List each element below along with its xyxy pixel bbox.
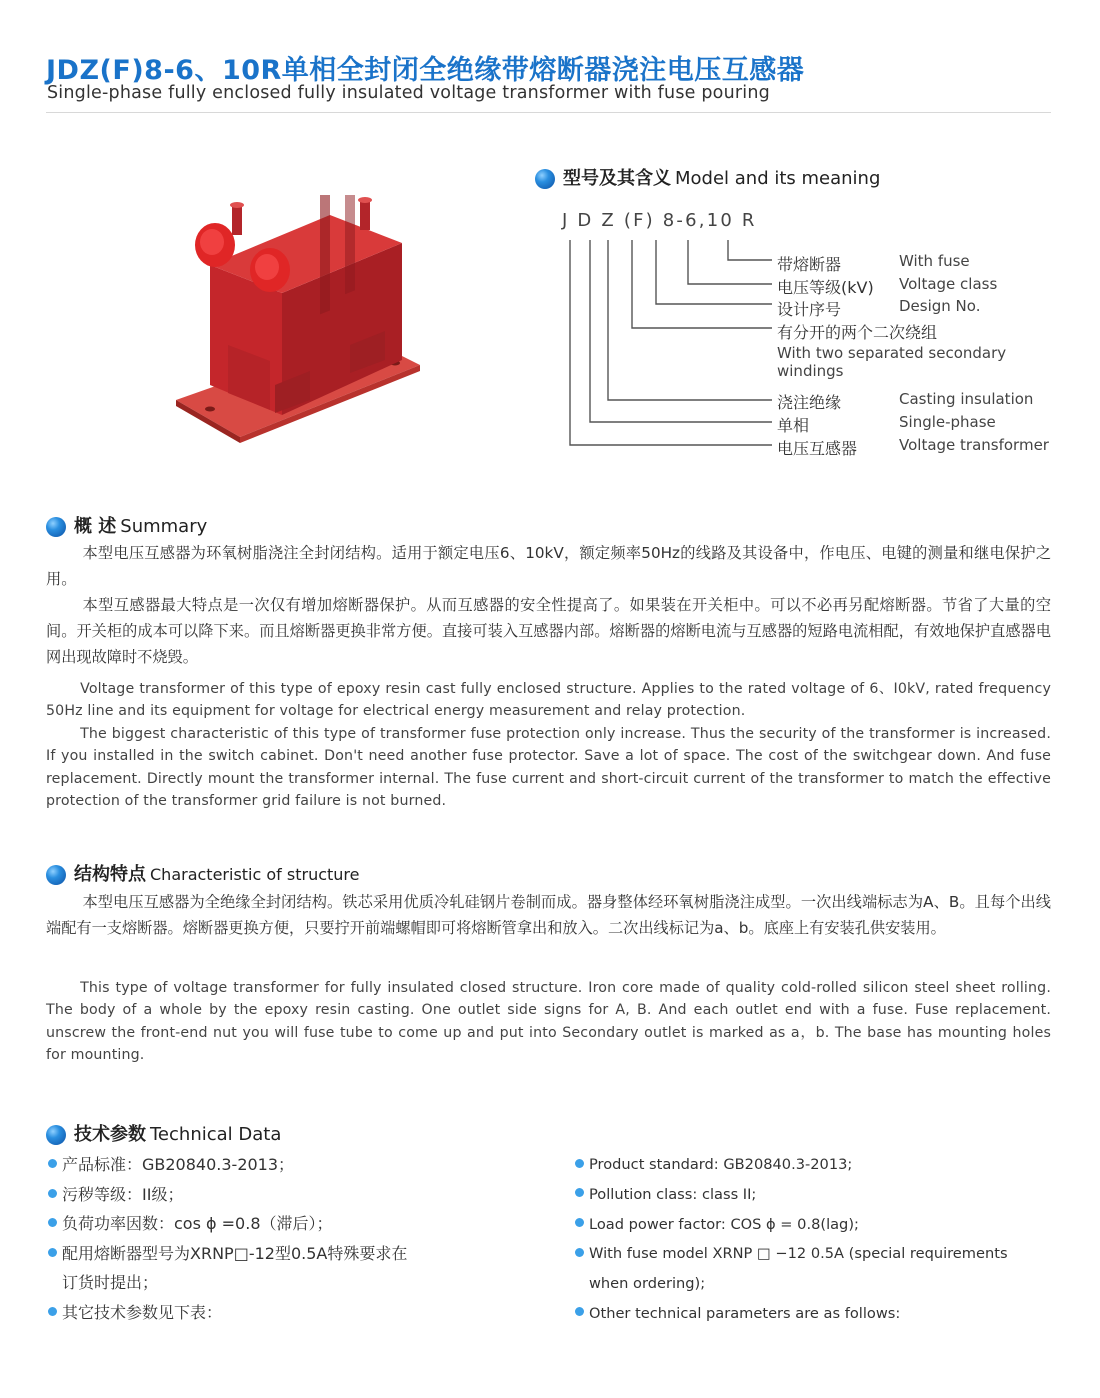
tech-zh-text: 产品标准：GB20840.3-2013； [62,1155,295,1174]
meaning-zh-3: 有分开的两个二次绕组 [777,323,938,342]
bullet-dot-icon [575,1218,584,1227]
list-item [575,1299,1065,1329]
summary-en-paragraph-1: Voltage transformer of this type of epoxy resin cast fully enclosed structure. Applies to the rated voltage of 6、I0kV, rated frequency 50Hz line and its equipment for voltage for electrical energy measurement and relay protection. [46,681,1051,720]
list-item [48,1209,528,1239]
meaning-zh-4: 浇注绝缘 [777,393,842,412]
bullet-dot-icon [48,1218,57,1227]
model-diagram-lines [560,232,780,457]
bullet-dot-icon [575,1307,584,1316]
meaning-en-1: Voltage class [899,275,998,293]
page-subtitle: Single-phase fully enclosed fully insulated voltage transformer with fuse pouring [47,83,770,103]
technical-list-en [575,1150,1065,1329]
list-item [575,1180,1065,1210]
summary-heading [46,512,207,538]
structure-heading-en: Characteristic of structure [150,865,360,884]
bullet-dot-icon [48,1307,57,1316]
list-item [575,1150,1065,1180]
technical-heading-zh: 技术参数 [74,1124,146,1145]
bullet-dot-icon [48,1189,57,1198]
meaning-en-3: With two separated secondary windings [777,344,1007,380]
tech-en-text: Product standard: GB20840.3-2013; [589,1156,853,1173]
bullet-globe-icon [46,865,66,885]
bullet-globe-icon [535,169,555,189]
summary-en-paragraph-2: The biggest characteristic of this type of transformer fuse protection only increase. Thus the security of the transformer is increased. If you installed in the switch cabinet. Don't need another fuse protector. Save a lot of space. The cost of the switchgear down. And fuse replacement. Directly mount the transformer internal. The fuse current and short-circuit current of the transformer to match the effective protection of the transformer grid failure is not burned. [46,726,1051,810]
title-divider [46,112,1051,113]
model-heading-en: Model and its meaning [675,168,881,189]
bullet-globe-icon [46,1125,66,1145]
meaning-zh-2: 设计序号 [777,300,842,319]
meaning-zh-5: 单相 [777,416,810,435]
structure-zh-paragraph: 本型电压互感器为全绝缘全封闭结构。铁芯采用优质冷轧硅钢片卷制而成。器身整体经环氧树脂浇注成型。一次出线端标志为A、B。且每个出线端配有一支熔断器。熔断器更换方便，只要拧开前端螺帽即可将熔断管拿出和放入。二次出线标记为a、b。底座上有安装孔供安装用。 [46,893,1051,937]
bullet-dot-icon [575,1248,584,1257]
meaning-zh-6: 电压互感器 [777,439,858,458]
structure-heading-zh: 结构特点 [74,864,146,885]
summary-zh-paragraph-1: 本型电压互感器为环氧树脂浇注全封闭结构。适用于额定电压6、10kV，额定频率50Hz的线路及其设备中，作电压、电键的测量和继电保护之用。 [46,544,1051,588]
meaning-en-6: Voltage transformer [899,436,1049,454]
list-item-continuation: when ordering); [589,1275,706,1293]
summary-heading-en: Summary [120,516,208,537]
meaning-en-2: Design No. [899,297,981,315]
model-heading-zh: 型号及其含义 [563,168,671,189]
tech-zh-text: 污秽等级：II级； [62,1184,184,1204]
page-title: JDZ(F)8-6、10R单相全封闭全绝缘带熔断器浇注电压互感器 [46,55,805,86]
summary-heading-zh: 概 述 [74,516,117,537]
list-item [575,1239,1065,1269]
bullet-dot-icon [575,1188,584,1197]
technical-list-zh [48,1150,528,1327]
list-item [48,1150,528,1180]
bullet-dot-icon [48,1248,57,1257]
tech-zh-text: 其它技术参数见下表： [62,1302,223,1322]
meaning-zh-1: 电压等级(kV) [777,278,874,297]
list-item [48,1239,528,1269]
bullet-dot-icon [48,1159,57,1168]
meaning-zh-0: 带熔断器 [777,255,842,274]
structure-heading [46,860,360,886]
tech-zh-text: 配用熔断器型号为XRNP□-12型0.5A特殊要求在 [62,1243,408,1263]
technical-heading-en: Technical Data [150,1124,282,1145]
meaning-en-5: Single-phase [899,413,996,431]
summary-zh-paragraph-2: 本型互感器最大特点是一次仅有增加熔断器保护。从而互感器的安全性提高了。如果装在开关柜中。可以不必再另配熔断器。节省了大量的空间。开关柜的成本可以降下来。而且熔断器更换非常方便。直接可装入互感器内部。熔断器的熔断电流与互感器的短路电流相配，有效地保护直感器电网出现故障时不烧毁。 [46,596,1051,666]
tech-en-text: Load power factor: COS ɸ = 0.8(lag); [589,1215,859,1233]
model-heading [535,164,880,190]
model-code: J D Z (F) 8-6,10 R [562,210,757,231]
list-item-continuation: 订货时提出； [62,1273,159,1292]
structure-en-paragraph: This type of voltage transformer for fully insulated closed structure. Iron core made of quality cold-rolled silicon steel sheet rolling. The body of a whole by the epoxy resin casting. One outlet side signs for A, B. And each outlet end with a fuse. Fuse replacement. unscrew the front-end nut you will fuse tube to come up and put into Secondary outlet is marked as a，b. The base has mounting holes for mounting. [46,980,1051,1064]
transformer-product-image [170,195,430,445]
tech-en-text: Pollution class: class II; [589,1185,757,1203]
tech-zh-text: 负荷功率因数：cos ɸ =0.8（滞后）； [62,1214,333,1233]
bullet-dot-icon [575,1159,584,1168]
tech-en-text: With fuse model XRNP □ −12 0.5A (special requirements [589,1245,1008,1263]
tech-en-text: Other technical parameters are as follows: [589,1304,901,1322]
list-item [575,1210,1065,1240]
list-item [48,1180,528,1210]
meaning-en-4: Casting insulation [899,390,1034,408]
meaning-en-0: With fuse [899,252,970,270]
bullet-globe-icon [46,517,66,537]
technical-heading [46,1120,281,1146]
list-item [48,1298,528,1328]
